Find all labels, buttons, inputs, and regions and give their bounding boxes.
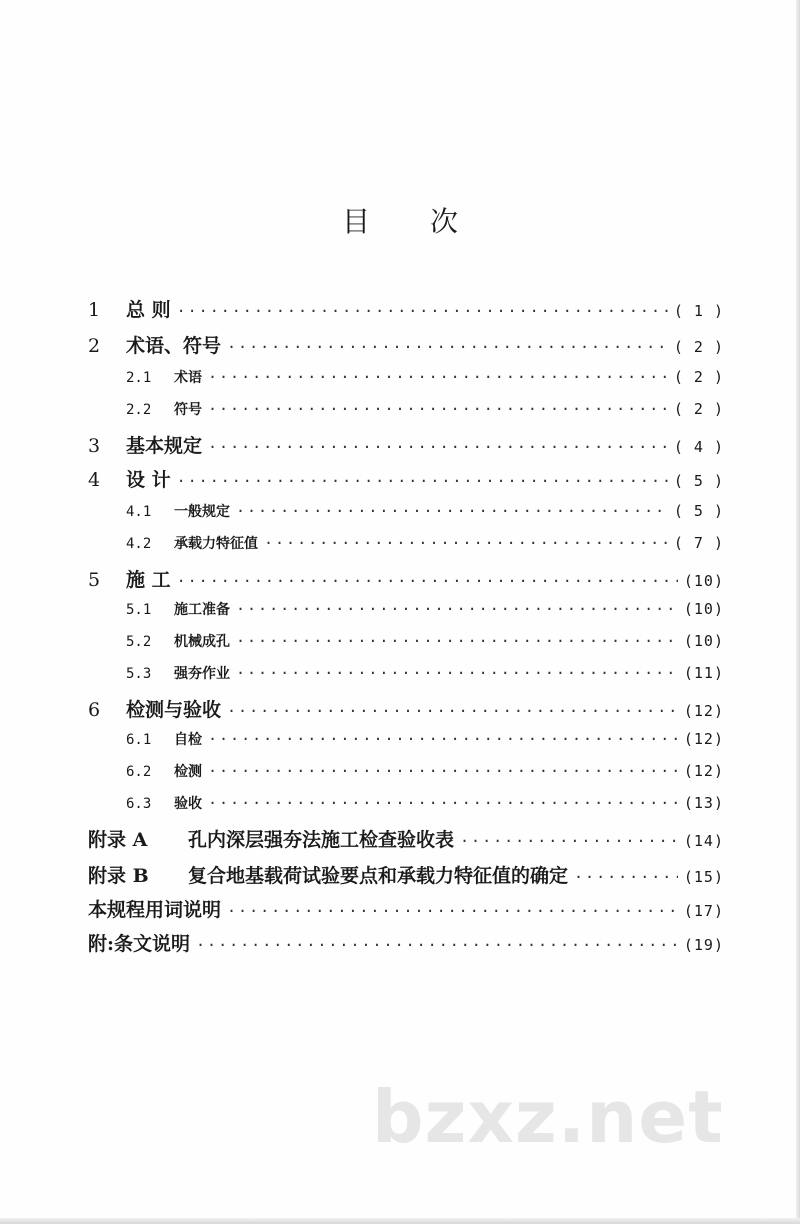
toc-entry-page: ( 2 ) [673,400,724,418]
toc-entry-label: 检测与验收 [126,699,222,721]
dot-leader [227,902,678,920]
toc-entry-label: 设 计 [126,469,171,491]
toc-entry-label: 检测 [174,764,202,780]
toc-entry-number: 6 [88,699,101,721]
toc-entry-5-1[interactable] [88,599,724,619]
toc-entry-label: 附:条文说明 [88,933,191,955]
toc-entry-label: 复合地基载荷试验要点和承载力特征值的确定 [188,865,569,887]
toc-entry-4[interactable] [88,465,724,492]
toc-entry-number: 附录 A [88,829,148,851]
dot-leader [236,632,678,650]
title-char-1: 目 [341,205,370,238]
toc-entry-2-2[interactable] [88,399,724,419]
dot-leader [208,762,678,780]
toc-entry-6-2[interactable] [88,761,724,781]
toc-entry-page: (19) [683,936,724,954]
toc-entry-terms[interactable] [88,895,724,922]
toc-entry-label: 符号 [174,402,202,418]
dot-leader [227,338,668,356]
toc-entry-number: 5.3 [126,666,152,682]
toc-entry-number: 2.1 [126,370,152,386]
title-char-2: 次 [430,205,459,238]
toc-entry-label: 自检 [174,732,202,748]
watermark: bzxz.net [372,1075,724,1159]
dot-leader [177,302,668,320]
dot-leader [208,368,668,386]
toc-entry-number: 2 [88,335,101,357]
toc-entry-page: (11) [683,664,724,682]
toc-entry-number: 2.2 [126,402,152,418]
toc-entry-label: 一般规定 [174,504,230,520]
toc-entry-number: 5.2 [126,634,152,650]
toc-entry-page: (15) [683,868,724,886]
toc-entry-number: 6.1 [126,732,152,748]
toc-entry-label: 孔内深层强夯法施工检查验收表 [188,829,455,851]
toc-entry-label: 承载力特征值 [174,536,258,552]
toc-entry-page: (10) [683,600,724,618]
toc-entry-appendix-a[interactable] [88,825,724,852]
toc-entry-label: 强夯作业 [174,666,230,682]
toc-entry-label: 施 工 [126,569,171,591]
dot-leader [177,572,678,590]
dot-leader [574,868,678,886]
toc-entry-label: 总 则 [126,299,171,321]
toc-entry-number: 4.1 [126,504,152,520]
toc-entry-label: 本规程用词说明 [88,899,222,921]
toc-entry-4-1[interactable] [88,501,724,521]
toc-entry-label: 术语、符号 [126,335,222,357]
toc-entry-label: 机械成孔 [174,634,230,650]
toc-entry-label: 基本规定 [126,435,203,457]
toc-entry-page: ( 1 ) [673,302,724,320]
dot-leader [236,502,668,520]
toc-entry-6[interactable] [88,695,724,722]
toc-entry-number: 5.1 [126,602,152,618]
page-title [0,200,800,240]
toc-entry-5-2[interactable] [88,631,724,651]
toc-entry-number: 4.2 [126,536,152,552]
toc-entry-label: 术语 [174,370,202,386]
toc-entry-page: (17) [683,902,724,920]
toc-entry-page: (13) [683,794,724,812]
toc-entry-commentary[interactable] [88,929,724,956]
dot-leader [236,664,678,682]
toc-entry-page: ( 5 ) [673,502,724,520]
toc-entry-page: ( 7 ) [673,534,724,552]
toc-entry-2[interactable] [88,331,724,358]
toc-entry-3[interactable] [88,431,724,458]
toc-entry-page: (14) [683,832,724,850]
toc-entry-2-1[interactable] [88,367,724,387]
dot-leader [208,794,678,812]
toc-entry-page: ( 4 ) [673,438,724,456]
toc-entry-number: 1 [88,299,101,321]
toc-entry-page: (12) [683,702,724,720]
toc-entry-page: ( 2 ) [673,338,724,356]
toc-entry-number: 6.3 [126,796,152,812]
dot-leader [196,936,678,954]
dot-leader [208,400,668,418]
toc-entry-4-2[interactable] [88,533,724,553]
toc-entry-1[interactable] [88,295,724,322]
toc-entry-page: (10) [683,632,724,650]
toc-entry-label: 施工准备 [174,602,230,618]
toc-entry-number: 3 [88,435,101,457]
toc-entry-page: ( 5 ) [673,472,724,490]
toc-entry-page: (12) [683,762,724,780]
page-bottom-shadow [0,1218,800,1224]
dot-leader [208,438,668,456]
toc-entry-6-1[interactable] [88,729,724,749]
dot-leader [264,534,668,552]
dot-leader [236,600,678,618]
toc-entry-appendix-b[interactable] [88,861,724,888]
toc-entry-number: 5 [88,569,101,591]
dot-leader [460,832,678,850]
toc-entry-number: 6.2 [126,764,152,780]
toc-entry-number: 4 [88,469,101,491]
toc-entry-6-3[interactable] [88,793,724,813]
toc-entry-page: (12) [683,730,724,748]
toc-entry-label: 验收 [174,796,202,812]
toc-entry-page: (10) [683,572,724,590]
toc-entry-page: ( 2 ) [673,368,724,386]
page-edge-shadow [796,0,800,1224]
toc-entry-5-3[interactable] [88,663,724,683]
toc-entry-5[interactable] [88,565,724,592]
dot-leader [227,702,678,720]
dot-leader [177,472,668,490]
toc-entry-number: 附录 B [88,865,149,887]
dot-leader [208,730,678,748]
